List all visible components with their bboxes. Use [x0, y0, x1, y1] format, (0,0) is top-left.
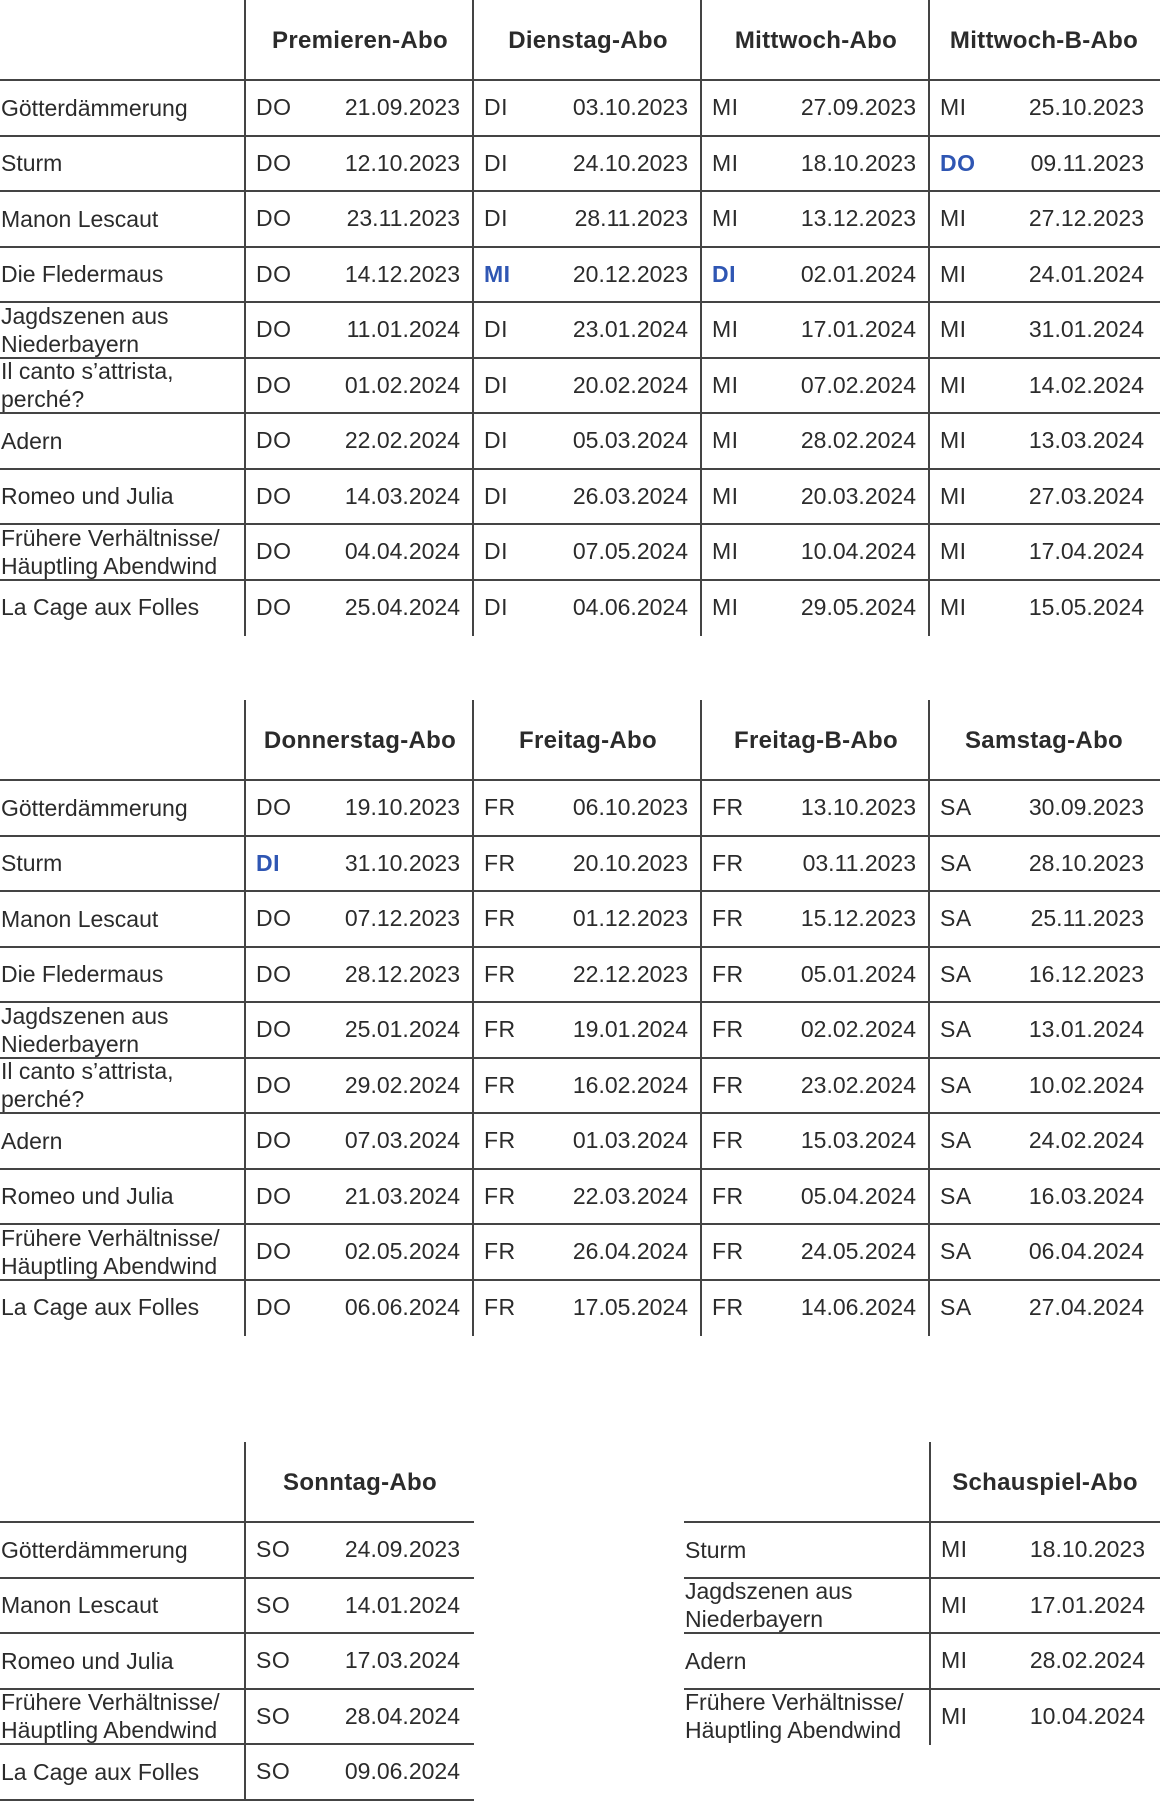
date-value: 03.11.2023 [802, 849, 916, 876]
production-title: Adern [685, 1647, 747, 1674]
date-value: 25.11.2023 [1030, 905, 1144, 932]
date-value: 28.10.2023 [1028, 849, 1144, 876]
table-row [0, 192, 1160, 248]
weekday-label: DI [484, 94, 508, 121]
weekday-label: SA [940, 960, 972, 987]
production-title: Romeo und Julia [1, 483, 174, 510]
weekday-label: FR [484, 1016, 516, 1043]
column-header: Freitag-Abo [519, 726, 657, 754]
date-value: 31.10.2023 [344, 849, 460, 876]
weekday-label: DO [256, 316, 292, 343]
date-value: 17.01.2024 [800, 316, 916, 343]
date-value: 28.12.2023 [344, 960, 460, 987]
date-value: 27.12.2023 [1028, 205, 1144, 232]
date-value: 09.11.2023 [1030, 149, 1144, 176]
weekday-label: MI [941, 1591, 968, 1618]
weekday-label: DI [712, 260, 736, 287]
weekday-label: MI [940, 371, 967, 398]
date-value: 26.03.2024 [572, 482, 688, 509]
table-row [0, 892, 1160, 948]
date-value: 14.02.2024 [1028, 371, 1144, 398]
weekday-label: DO [256, 1182, 292, 1209]
date-value: 02.01.2024 [800, 260, 916, 287]
weekday-label: SA [940, 905, 972, 932]
table-row [0, 1059, 1160, 1115]
table-row [0, 248, 1160, 304]
date-value: 24.05.2024 [800, 1238, 916, 1265]
weekday-label: FR [712, 1071, 744, 1098]
column-divider [928, 700, 930, 1336]
weekday-label: DO [256, 1127, 292, 1154]
column-header: Donnerstag-Abo [263, 726, 457, 754]
production-title: La Cage aux Folles [1, 1294, 200, 1321]
date-value: 28.04.2024 [344, 1702, 460, 1729]
date-value: 19.10.2023 [344, 794, 460, 821]
production-title: Sturm [685, 1536, 747, 1563]
column-header: Dienstag-Abo [508, 26, 668, 54]
weekday-label: MI [941, 1647, 968, 1674]
table-row [684, 1523, 1160, 1579]
weekday-label: MI [941, 1536, 968, 1563]
weekday-label: MI [940, 482, 967, 509]
weekday-label: DI [484, 316, 508, 343]
column-header: Premieren-Abo [272, 26, 448, 54]
weekday-label: FR [712, 1293, 744, 1320]
weekday-label: FR [484, 1293, 516, 1320]
column-header: Mittwoch-Abo [734, 26, 898, 54]
table-row [0, 303, 1160, 359]
weekday-label: FR [484, 794, 516, 821]
weekday-label: DI [484, 593, 508, 620]
weekday-label: DO [256, 593, 292, 620]
column-divider [928, 0, 930, 636]
date-value: 25.04.2024 [344, 593, 460, 620]
date-value: 07.12.2023 [344, 905, 460, 932]
weekday-label: FR [484, 960, 516, 987]
weekday-label: DO [256, 905, 292, 932]
table-row [0, 1170, 1160, 1226]
date-value: 13.12.2023 [800, 205, 916, 232]
table3-table [0, 1442, 474, 1801]
date-value: 23.01.2024 [572, 316, 688, 343]
weekday-label: MI [940, 593, 967, 620]
weekday-label: SA [940, 1182, 972, 1209]
column-header: Sonntag-Abo [283, 1468, 437, 1496]
date-value: 29.02.2024 [344, 1071, 460, 1098]
weekday-label: MI [940, 260, 967, 287]
date-value: 20.12.2023 [572, 260, 688, 287]
weekday-label: DI [484, 149, 508, 176]
weekday-label: SO [256, 1758, 291, 1785]
table-row [684, 1690, 1160, 1744]
production-title: Die Fledermaus [1, 261, 164, 288]
table-row [0, 1745, 474, 1801]
date-value: 28.02.2024 [800, 427, 916, 454]
weekday-label: MI [712, 482, 739, 509]
date-value: 13.03.2024 [1028, 427, 1144, 454]
table-row [0, 1579, 474, 1635]
production-title: La Cage aux Folles [1, 1758, 200, 1785]
weekday-label: FR [712, 1016, 744, 1043]
date-value: 05.01.2024 [800, 960, 916, 987]
production-title: Manon Lescaut [1, 905, 159, 932]
table-row [0, 137, 1160, 193]
weekday-label: DO [256, 149, 292, 176]
weekday-label: DO [256, 794, 292, 821]
date-value: 18.10.2023 [800, 149, 916, 176]
column-divider [244, 1442, 246, 1801]
date-value: 14.01.2024 [344, 1591, 460, 1618]
weekday-label: DO [256, 538, 292, 565]
date-value: 15.12.2023 [800, 905, 916, 932]
weekday-label: DO [256, 260, 292, 287]
weekday-label: MI [712, 593, 739, 620]
weekday-label: FR [484, 905, 516, 932]
weekday-label: MI [712, 316, 739, 343]
date-value: 04.04.2024 [344, 538, 460, 565]
production-title: Götterdämmerung [1, 794, 188, 821]
weekday-label: DO [256, 205, 292, 232]
column-header: Schauspiel-Abo [952, 1468, 1138, 1496]
production-title: Jagdszenen aus Niederbayern [1, 1002, 169, 1057]
date-value: 23.02.2024 [800, 1071, 916, 1098]
production-title: Il canto s’attrista, perché? [1, 358, 174, 413]
date-value: 07.03.2024 [344, 1127, 460, 1154]
weekday-label: SO [256, 1702, 291, 1729]
weekday-label: FR [712, 1182, 744, 1209]
production-title: Jagdszenen aus Niederbayern [685, 1578, 853, 1633]
date-value: 16.03.2024 [1028, 1182, 1144, 1209]
weekday-label: DI [484, 482, 508, 509]
date-value: 27.09.2023 [800, 94, 916, 121]
table-row [0, 1281, 1160, 1335]
date-value: 22.02.2024 [344, 427, 460, 454]
table-row [0, 948, 1160, 1004]
header-row [0, 0, 1160, 81]
date-value: 14.03.2024 [344, 482, 460, 509]
column-divider [472, 700, 474, 1336]
production-title: Götterdämmerung [1, 1536, 188, 1563]
weekday-label: DO [940, 149, 976, 176]
weekday-label: DI [484, 427, 508, 454]
table-row [0, 81, 1160, 137]
weekday-label: SO [256, 1647, 291, 1674]
date-value: 04.06.2024 [572, 593, 688, 620]
production-title: Sturm [1, 150, 63, 177]
date-value: 14.06.2024 [800, 1293, 916, 1320]
date-value: 28.02.2024 [1029, 1647, 1145, 1674]
production-title: Jagdszenen aus Niederbayern [1, 302, 169, 357]
table4-table [684, 1442, 1160, 1745]
table-row [684, 1634, 1160, 1690]
date-value: 03.10.2023 [572, 94, 688, 121]
date-value: 01.02.2024 [344, 371, 460, 398]
weekday-label: DI [256, 849, 280, 876]
date-value: 01.03.2024 [572, 1127, 688, 1154]
production-title: Il canto s’attrista, perché? [1, 1058, 174, 1113]
column-divider [472, 0, 474, 636]
date-value: 17.03.2024 [344, 1647, 460, 1674]
date-value: 16.12.2023 [1028, 960, 1144, 987]
date-value: 20.02.2024 [572, 371, 688, 398]
weekday-label: MI [940, 427, 967, 454]
production-title: Adern [1, 427, 63, 454]
date-value: 07.05.2024 [572, 538, 688, 565]
weekday-label: MI [940, 94, 967, 121]
production-title: Frühere Verhältnisse/ Häuptling Abendwind [1, 524, 220, 579]
weekday-label: SA [940, 1293, 972, 1320]
table-row [0, 837, 1160, 893]
weekday-label: DO [256, 427, 292, 454]
table2-table [0, 700, 1160, 1336]
date-value: 15.05.2024 [1028, 593, 1144, 620]
table-row [684, 1579, 1160, 1635]
date-value: 20.03.2024 [800, 482, 916, 509]
weekday-label: DO [256, 94, 292, 121]
table-row [0, 1634, 474, 1690]
date-value: 07.02.2024 [800, 371, 916, 398]
date-value: 18.10.2023 [1029, 1536, 1145, 1563]
weekday-label: FR [484, 1182, 516, 1209]
table1-table [0, 0, 1160, 636]
date-value: 26.04.2024 [572, 1238, 688, 1265]
date-value: 15.03.2024 [800, 1127, 916, 1154]
date-value: 25.01.2024 [344, 1016, 460, 1043]
production-title: La Cage aux Folles [1, 594, 200, 621]
weekday-label: FR [712, 960, 744, 987]
date-value: 05.03.2024 [572, 427, 688, 454]
table-row [0, 525, 1160, 581]
production-title: Manon Lescaut [1, 1592, 159, 1619]
production-title: Frühere Verhältnisse/ Häuptling Abendwind [1, 1224, 220, 1279]
date-value: 22.12.2023 [572, 960, 688, 987]
date-value: 27.03.2024 [1028, 482, 1144, 509]
weekday-label: DO [256, 1293, 292, 1320]
weekday-label: FR [712, 794, 744, 821]
date-value: 25.10.2023 [1028, 94, 1144, 121]
weekday-label: MI [941, 1702, 968, 1729]
weekday-label: MI [940, 538, 967, 565]
weekday-label: MI [712, 94, 739, 121]
column-header: Mittwoch-B-Abo [949, 26, 1139, 54]
date-value: 05.04.2024 [800, 1182, 916, 1209]
date-value: 02.05.2024 [344, 1238, 460, 1265]
weekday-label: FR [712, 1127, 744, 1154]
weekday-label: SA [940, 1016, 972, 1043]
weekday-label: FR [712, 849, 744, 876]
date-value: 10.02.2024 [1028, 1071, 1144, 1098]
date-value: 12.10.2023 [344, 149, 460, 176]
date-value: 17.04.2024 [1028, 538, 1144, 565]
date-value: 24.01.2024 [1028, 260, 1144, 287]
date-value: 22.03.2024 [572, 1182, 688, 1209]
weekday-label: DO [256, 371, 292, 398]
table-row [0, 470, 1160, 526]
date-value: 20.10.2023 [572, 849, 688, 876]
weekday-label: FR [712, 905, 744, 932]
production-title: Frühere Verhältnisse/ Häuptling Abendwind [1, 1689, 220, 1744]
date-value: 06.10.2023 [572, 794, 688, 821]
table-row [0, 359, 1160, 415]
production-title: Adern [1, 1127, 63, 1154]
weekday-label: SA [940, 1238, 972, 1265]
date-value: 14.12.2023 [344, 260, 460, 287]
weekday-label: DO [256, 960, 292, 987]
date-value: 01.12.2023 [572, 905, 688, 932]
column-divider [700, 700, 702, 1336]
column-header: Freitag-B-Abo [734, 726, 898, 754]
date-value: 10.04.2024 [1029, 1702, 1145, 1729]
production-title: Manon Lescaut [1, 205, 159, 232]
production-title: Frühere Verhältnisse/ Häuptling Abendwind [685, 1689, 904, 1744]
production-title: Romeo und Julia [1, 1183, 174, 1210]
date-value: 11.01.2024 [346, 316, 460, 343]
table-row [0, 1690, 474, 1746]
weekday-label: SA [940, 1127, 972, 1154]
table-row [0, 1003, 1160, 1059]
date-value: 24.02.2024 [1028, 1127, 1144, 1154]
column-divider [929, 1442, 931, 1745]
header-row [0, 700, 1160, 781]
weekday-label: FR [484, 1238, 516, 1265]
date-value: 02.02.2024 [800, 1016, 916, 1043]
date-value: 13.01.2024 [1028, 1016, 1144, 1043]
weekday-label: MI [940, 316, 967, 343]
weekday-label: SA [940, 849, 972, 876]
date-value: 24.10.2023 [572, 149, 688, 176]
weekday-label: SA [940, 1071, 972, 1098]
weekday-label: FR [484, 849, 516, 876]
date-value: 13.10.2023 [800, 794, 916, 821]
table-row [0, 1225, 1160, 1281]
weekday-label: DO [256, 1016, 292, 1043]
weekday-label: FR [712, 1238, 744, 1265]
table-row [0, 581, 1160, 635]
weekday-label: MI [712, 205, 739, 232]
date-value: 28.11.2023 [574, 205, 688, 232]
column-divider [700, 0, 702, 636]
date-value: 17.05.2024 [572, 1293, 688, 1320]
date-value: 06.06.2024 [344, 1293, 460, 1320]
weekday-label: SO [256, 1591, 291, 1618]
weekday-label: MI [712, 371, 739, 398]
weekday-label: DI [484, 205, 508, 232]
header-row [0, 1442, 474, 1523]
weekday-label: DO [256, 1238, 292, 1265]
production-title: Sturm [1, 850, 63, 877]
date-value: 21.09.2023 [344, 94, 460, 121]
date-value: 24.09.2023 [344, 1536, 460, 1563]
weekday-label: DI [484, 371, 508, 398]
production-title: Götterdämmerung [1, 94, 188, 121]
table-row [0, 781, 1160, 837]
weekday-label: DO [256, 1071, 292, 1098]
weekday-label: MI [712, 427, 739, 454]
weekday-label: SA [940, 794, 972, 821]
date-value: 09.06.2024 [344, 1758, 460, 1785]
table-row [0, 1523, 474, 1579]
column-header: Samstag-Abo [965, 726, 1123, 754]
date-value: 29.05.2024 [800, 593, 916, 620]
date-value: 17.01.2024 [1029, 1591, 1145, 1618]
date-value: 19.01.2024 [572, 1016, 688, 1043]
weekday-label: MI [484, 260, 511, 287]
date-value: 06.04.2024 [1028, 1238, 1144, 1265]
weekday-label: DO [256, 482, 292, 509]
weekday-label: FR [484, 1071, 516, 1098]
weekday-label: MI [940, 205, 967, 232]
date-value: 27.04.2024 [1028, 1293, 1144, 1320]
date-value: 23.11.2023 [346, 205, 460, 232]
column-divider [244, 700, 246, 1336]
table-row [0, 414, 1160, 470]
weekday-label: FR [484, 1127, 516, 1154]
weekday-label: MI [712, 149, 739, 176]
table-row [0, 1114, 1160, 1170]
date-value: 31.01.2024 [1028, 316, 1144, 343]
weekday-label: MI [712, 538, 739, 565]
date-value: 16.02.2024 [572, 1071, 688, 1098]
production-title: Die Fledermaus [1, 961, 164, 988]
date-value: 10.04.2024 [800, 538, 916, 565]
date-value: 30.09.2023 [1028, 794, 1144, 821]
date-value: 21.03.2024 [344, 1182, 460, 1209]
production-title: Romeo und Julia [1, 1647, 174, 1674]
weekday-label: DI [484, 538, 508, 565]
weekday-label: SO [256, 1536, 291, 1563]
column-divider [244, 0, 246, 636]
header-row [684, 1442, 1160, 1523]
